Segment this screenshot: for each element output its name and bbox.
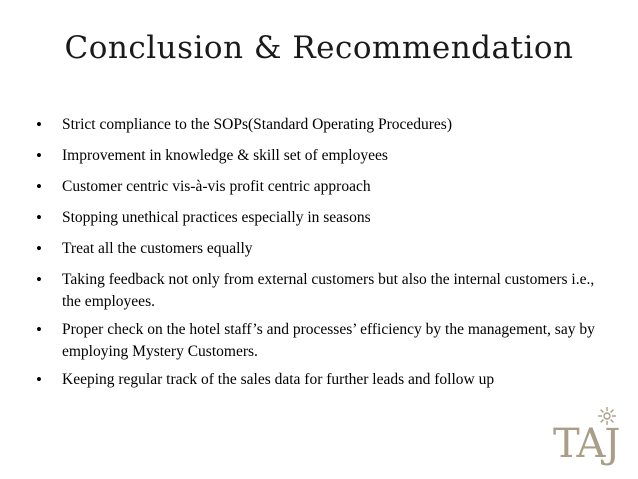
bullet-list bbox=[36, 114, 596, 400]
list-item bbox=[36, 145, 596, 167]
bullet-text: Treat all the customers equally bbox=[62, 240, 253, 257]
list-item bbox=[36, 238, 596, 260]
bullet-icon: • bbox=[36, 177, 42, 196]
bullet-icon: • bbox=[36, 320, 42, 339]
bullet-text: Customer centric vis-à-vis profit centric approach bbox=[62, 178, 371, 195]
bullet-icon: • bbox=[36, 270, 42, 289]
list-item bbox=[36, 319, 596, 363]
slide-title: Conclusion & Recommendation bbox=[64, 30, 574, 66]
taj-logo bbox=[553, 406, 623, 468]
bullet-icon: • bbox=[36, 370, 42, 389]
bullet-icon: • bbox=[36, 115, 42, 134]
list-item bbox=[36, 114, 596, 136]
list-item bbox=[36, 207, 596, 229]
bullet-icon: • bbox=[36, 208, 42, 227]
bullet-text: Taking feedback not only from external customers but also the internal customers i.e., the employees. bbox=[62, 271, 595, 310]
bullet-text: Improvement in knowledge & skill set of employees bbox=[62, 147, 388, 164]
list-item bbox=[36, 369, 596, 391]
list-item bbox=[36, 176, 596, 198]
bullet-text: Stopping unethical practices especially in seasons bbox=[62, 209, 371, 226]
logo-wordmark: TAJ bbox=[553, 421, 620, 467]
bullet-text: Strict compliance to the SOPs(Standard Operating Procedures) bbox=[62, 116, 452, 133]
bullet-text: Keeping regular track of the sales data for further leads and follow up bbox=[62, 371, 495, 388]
bullet-text: Proper check on the hotel staff’s and processes’ efficiency by the management, say by employing Mystery Customers. bbox=[62, 321, 595, 360]
list-item bbox=[36, 269, 596, 313]
bullet-icon: • bbox=[36, 146, 42, 165]
bullet-icon: • bbox=[36, 239, 42, 258]
